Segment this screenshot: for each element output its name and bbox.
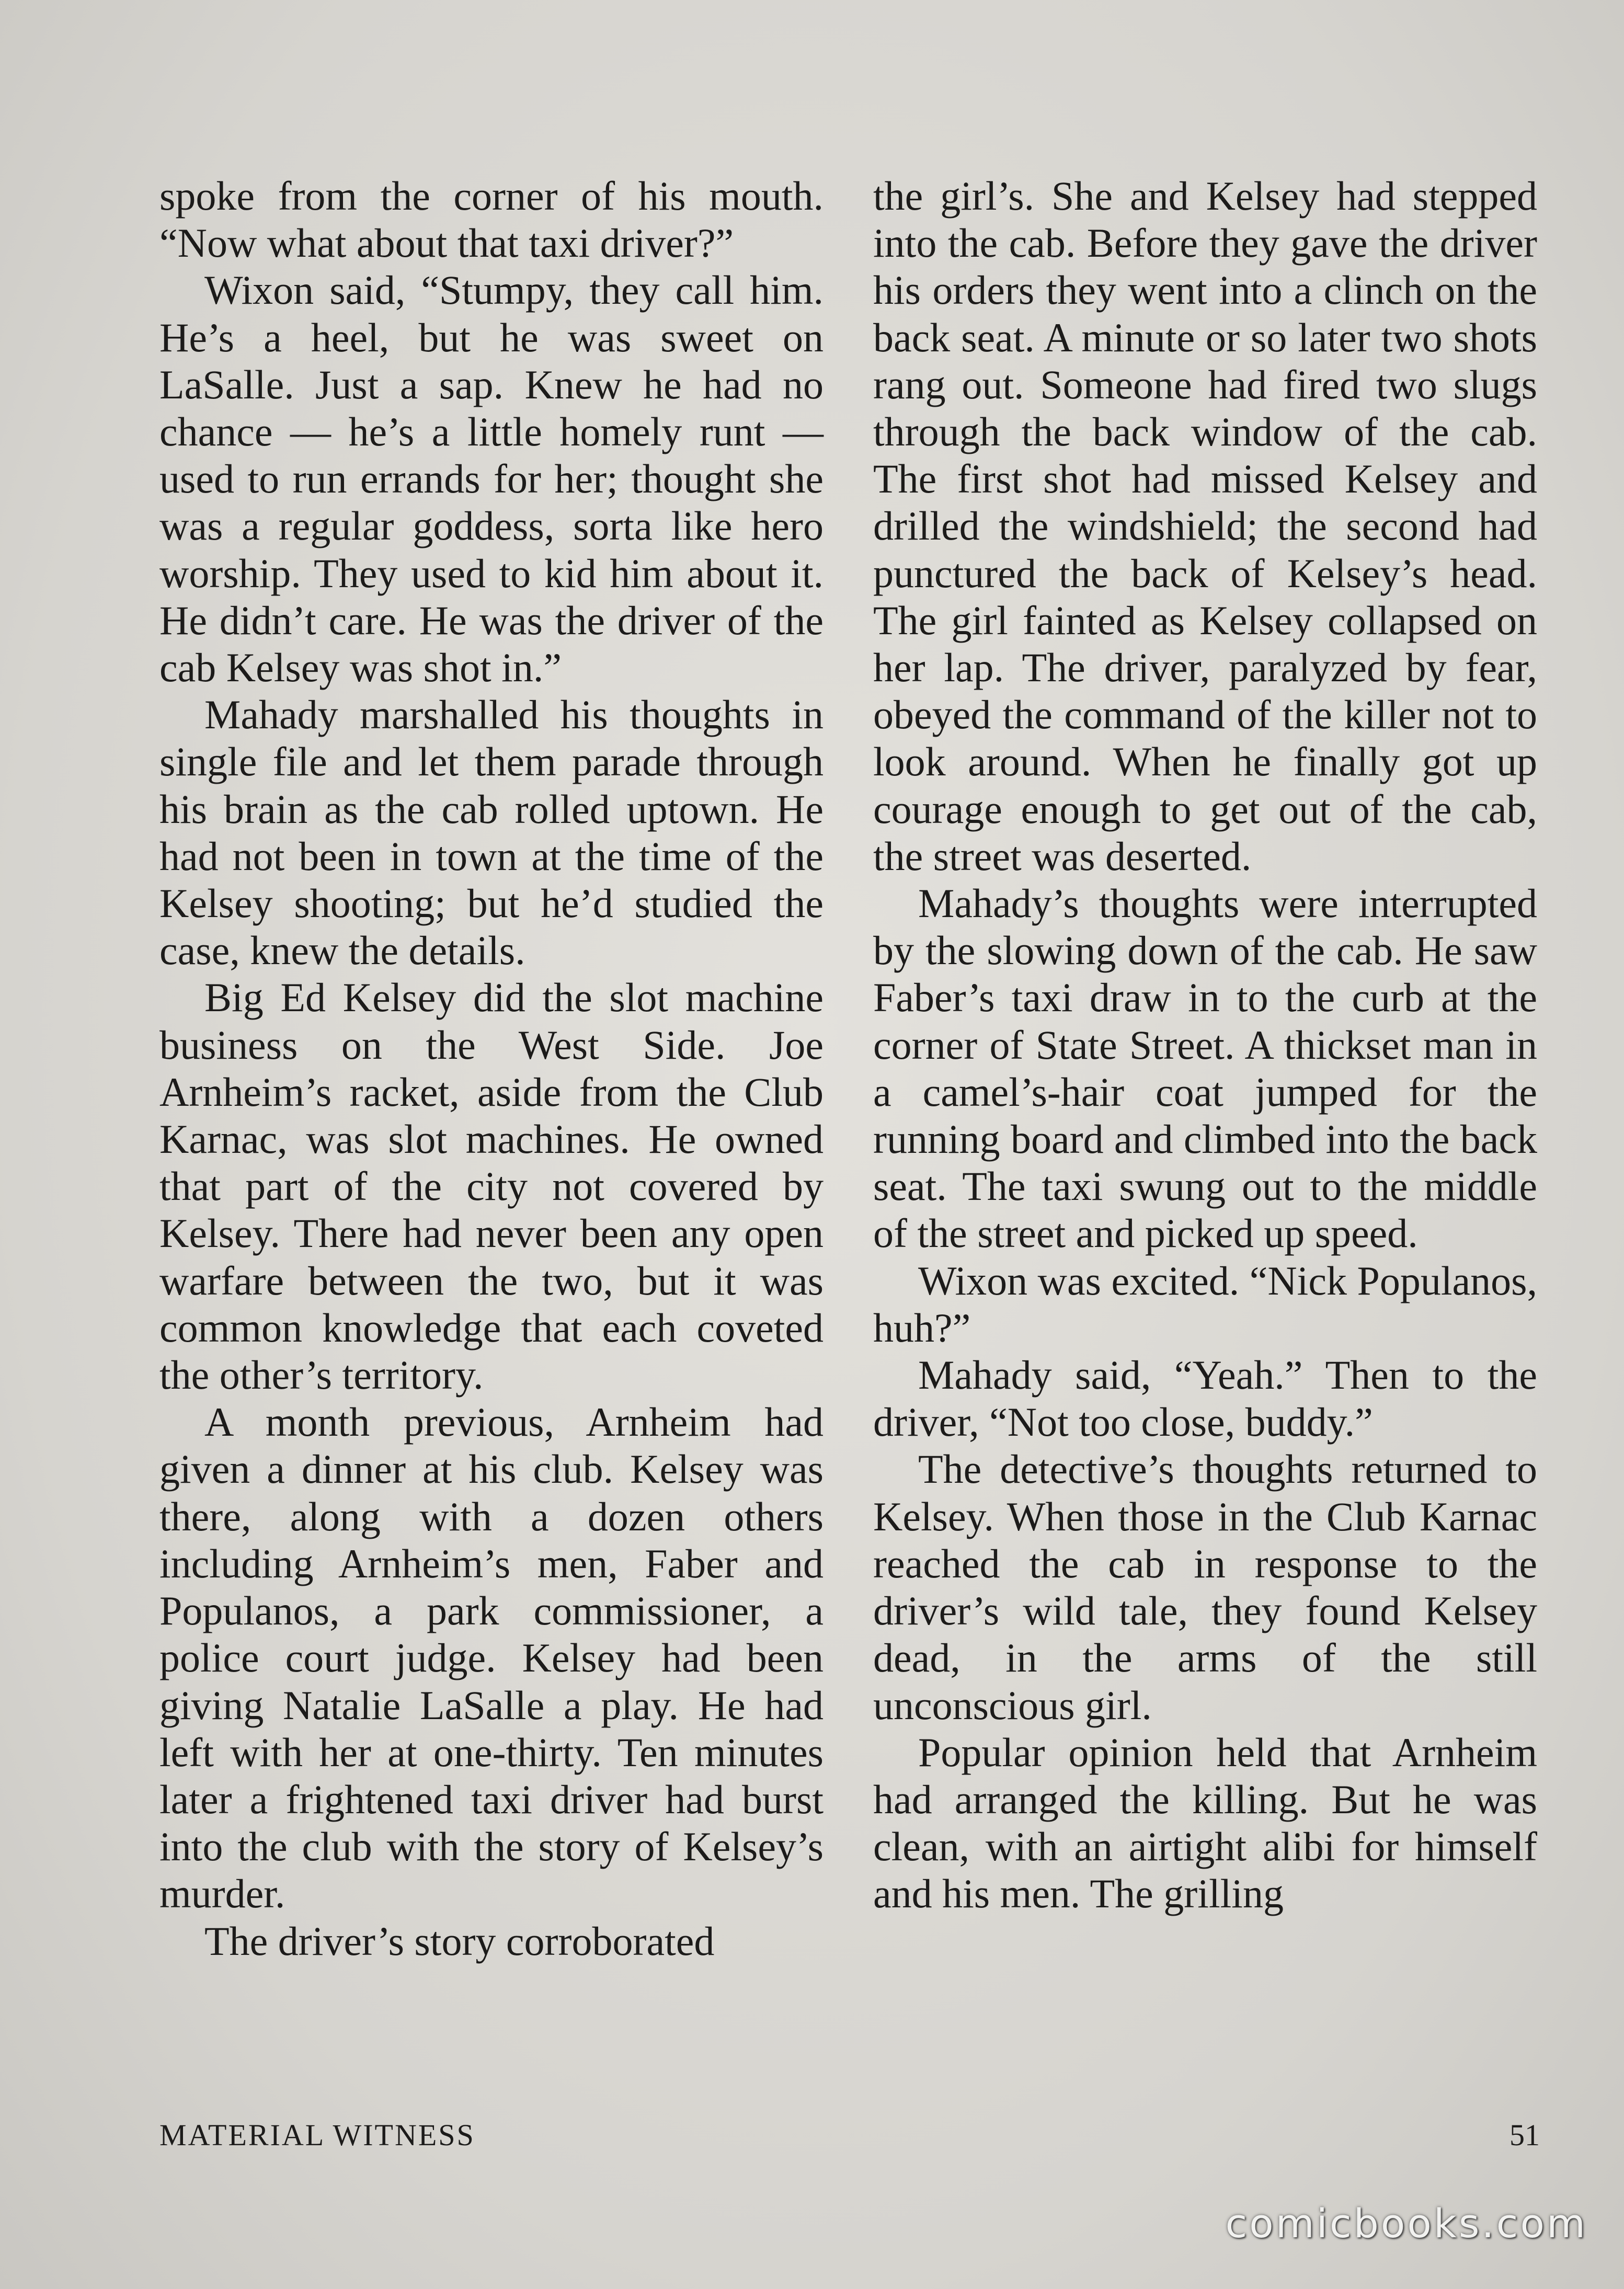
- page-number: 51: [1509, 2118, 1540, 2152]
- paragraph: spoke from the corner of his mouth. “Now what about that taxi driver?”: [159, 173, 824, 266]
- paragraph: Mahady’s thoughts were interrupted by the slowing down of the cab. He saw Faber’s taxi draw in to the curb at the corner of State Street. A thickset man in a camel’s-hair coat jumped for the running board and climbed into the back seat. The taxi swung out to the middle of the street and picked up speed.: [873, 880, 1537, 1256]
- page-footer: [159, 2118, 1540, 2154]
- paragraph: Big Ed Kelsey did the slot machine business on the West Side. Joe Arnheim’s racket, aside from the Club Karnac, was slot machines. He owned that part of the city not covered by Kelsey. There had never been any open warfare between the two, but it was common knowledge that each coveted the other’s territory.: [159, 975, 824, 1398]
- right-column: [873, 173, 1537, 1918]
- left-column: [159, 173, 824, 1965]
- running-title: MATERIAL WITNESS: [159, 2118, 475, 2152]
- paragraph: Mahady marshalled his thoughts in single file and let them parade through his brain as the cab rolled uptown. He had not been in town at the time of the Kelsey shooting; but he’d studied the case, knew the details.: [159, 692, 824, 974]
- paragraph: The driver’s story corroborated: [204, 1918, 715, 1964]
- paragraph: Wixon was excited. “Nick Populanos, huh?”: [873, 1257, 1537, 1350]
- paragraph: A month previous, Arnheim had given a dinner at his club. Kelsey was there, along with a dozen others including Arnheim’s men, Faber and Populanos, a park commissioner, a police court judge. Kelsey had been giving Natalie LaSalle a play. He had left with her at one-thirty. Ten minutes later a frightened taxi driver had burst into the club with the story of Kelsey’s murder.: [159, 1399, 824, 1917]
- watermark: comicbooks.com: [1225, 2200, 1587, 2247]
- paragraph: the girl’s. She and Kelsey had stepped into the cab. Before they gave the driver his orders they went into a clinch on the back seat. A minute or so later two shots rang out. Someone had fired two slugs through the back window of the cab. The first shot had missed Kelsey and drilled the windshield; the second had punctured the back of Kelsey’s head. The girl fainted as Kelsey collapsed on her lap. The driver, paralyzed by fear, obeyed the command of the killer not to look around. When he finally got up courage enough to get out of the cab, the street was deserted.: [873, 173, 1537, 879]
- paragraph: Mahady said, “Yeah.” Then to the driver, “Not too close, buddy.”: [873, 1352, 1537, 1445]
- paragraph: Popular opinion held that Arnheim had arranged the killing. But he was clean, with an airtight alibi for himself and his men. The grilling: [873, 1729, 1537, 1917]
- paragraph: The detective’s thoughts returned to Kelsey. When those in the Club Karnac reached the cab in response to the driver’s wild tale, they found Kelsey dead, in the arms of the still unconscious girl.: [873, 1446, 1537, 1728]
- paragraph: Wixon said, “Stumpy, they call him. He’s a heel, but he was sweet on LaSalle. Just a sap. Knew he had no chance — he’s a little homely runt — used to run errands for her; thought she was a regular goddess, sorta like hero worship. They used to kid him about it. He didn’t care. He was the driver of the cab Kelsey was shot in.”: [159, 267, 824, 691]
